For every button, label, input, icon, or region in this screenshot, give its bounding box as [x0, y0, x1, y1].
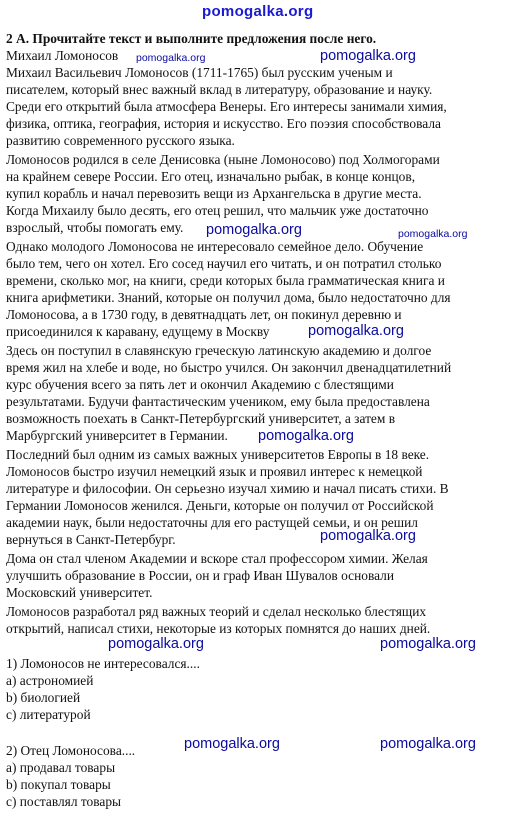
- question-1-text: 1) Ломоносов не интересовался....: [6, 656, 200, 671]
- paragraph-5-line-2: Ломоносов быстро изучил немецкий язык и проявил интерес к немецкой: [6, 464, 423, 479]
- paragraph-2-line-4: Когда Михаилу было десять, его отец решил, что мальчик уже достаточно: [6, 203, 429, 218]
- watermark-big-6: pomogalka.org: [108, 636, 204, 652]
- question-1-option-c: c) литературой: [6, 707, 91, 722]
- paragraph-4-line-5: возможность поехать в Санкт-Петербургский университет, а затем в: [6, 411, 396, 426]
- watermark-big-5: pomogalka.org: [320, 528, 416, 544]
- paragraph-4-line-1: Здесь он поступил в славянскую греческую латинскую академию и долгое: [6, 343, 432, 358]
- watermark-big-2: pomogalka.org: [206, 222, 302, 238]
- paragraph-3-line-6: присоединился к каравану, едущему в Москву: [6, 324, 270, 339]
- task-title: 2 А. Прочитайте текст и выполните предложения после него.: [6, 31, 377, 46]
- watermark-big-3: pomogalka.org: [308, 323, 404, 339]
- paragraph-5-line-6: вернуться в Санкт-Петербург.: [6, 532, 176, 547]
- watermark-big-4: pomogalka.org: [258, 428, 354, 444]
- paragraph-3-line-1: Однако молодого Ломоносова не интересовало семейное дело. Обучение: [6, 239, 424, 254]
- paragraph-3-line-2: было тем, чего он хотел. Его сосед научил его читать, и он потратил столько: [6, 256, 442, 271]
- question-2-option-b: b) покупал товары: [6, 777, 111, 792]
- question-2-text: 2) Отец Ломоносова....: [6, 743, 136, 758]
- paragraph-2-line-2: на крайнем севере России. Его отец, изначально рыбак, в конце концов,: [6, 169, 416, 184]
- paragraph-4-line-3: курс обучения всего за пять лет и окончил Академию с блестящими: [6, 377, 394, 392]
- watermark-top: pomogalka.org: [202, 3, 314, 20]
- watermark-big-8: pomogalka.org: [184, 736, 280, 752]
- paragraph-2-line-5: взрослый, чтобы помогать ему.: [6, 220, 184, 235]
- watermark-small-2: pomogalka.org: [398, 228, 468, 240]
- paragraph-3-line-5: Ломоносова, а в 1730 году, в девятнадцать лет, он покинул деревню и: [6, 307, 402, 322]
- watermark-big-9: pomogalka.org: [380, 736, 476, 752]
- paragraph-2-line-1: Ломоносов родился в селе Денисовка (ныне Ломоносово) под Холмогорами: [6, 152, 440, 167]
- paragraph-2-line-3: купил корабль и начал перевозить вещи из Архангельска в другие места.: [6, 186, 422, 201]
- paragraph-7-line-2: открытий, написал стихи, некоторые из которых помнятся до наших дней.: [6, 621, 431, 636]
- text-title: Михаил Ломоносов: [6, 48, 119, 63]
- paragraph-3-line-3: времени, сколько мог, на книги, среди которых была грамматическая книга и: [6, 273, 445, 288]
- paragraph-3-line-4: книга арифметики. Знаний, которые он получил дома, было недостаточно для: [6, 290, 451, 305]
- watermark-big-1: pomogalka.org: [320, 48, 416, 64]
- paragraph-4-line-2: время жил на хлебе и воде, но быстро учился. Он закончил двенадцатилетний: [6, 360, 452, 375]
- paragraph-1-line-1: Михаил Васильевич Ломоносов (1711-1765) был русским ученым и: [6, 65, 393, 80]
- question-1-option-a: a) астрономией: [6, 673, 94, 688]
- paragraph-6-line-3: Московский университет.: [6, 585, 153, 600]
- paragraph-5-line-1: Последний был одним из самых важных университетов Европы в 18 веке.: [6, 447, 430, 462]
- paragraph-6-line-2: улучшить образование в России, он и граф Иван Шувалов основали: [6, 568, 394, 583]
- paragraph-7-line-1: Ломоносов разработал ряд важных теорий и сделал несколько блестящих: [6, 604, 427, 619]
- paragraph-1-line-3: Среди его открытий была атмосфера Венеры. Его интересы занимали химия,: [6, 99, 447, 114]
- watermark-small-1: pomogalka.org: [136, 52, 206, 64]
- paragraph-5-line-3: литературе и философии. Он серьезно изучал химию и начал писать стихи. В: [6, 481, 449, 496]
- question-1-option-b: b) биологией: [6, 690, 81, 705]
- paragraph-4-line-4: результатами. Будучи фантастическим учеником, ему была предоставлена: [6, 394, 430, 409]
- paragraph-1-line-2: писателем, который внес важный вклад в литературу, образование и науку.: [6, 82, 433, 97]
- watermark-big-7: pomogalka.org: [380, 636, 476, 652]
- paragraph-5-line-4: Германии Ломоносов женился. Деньги, которые он получил от Российской: [6, 498, 434, 513]
- paragraph-6-line-1: Дома он стал членом Академии и вскоре стал профессором химии. Желая: [6, 551, 428, 566]
- paragraph-5-line-5: академии наук, были недостаточны для его растущей семьи, и он решил: [6, 515, 418, 530]
- paragraph-1-line-4: физика, оптика, география, история и искусство. Его поэзия способствовала: [6, 116, 441, 131]
- question-2-option-a: a) продавал товары: [6, 760, 116, 775]
- paragraph-4-line-6: Марбургский университет в Германии.: [6, 428, 228, 443]
- question-2-option-c: c) поставлял товары: [6, 794, 122, 809]
- paragraph-1-line-5: развитию современного русского языка.: [6, 133, 235, 148]
